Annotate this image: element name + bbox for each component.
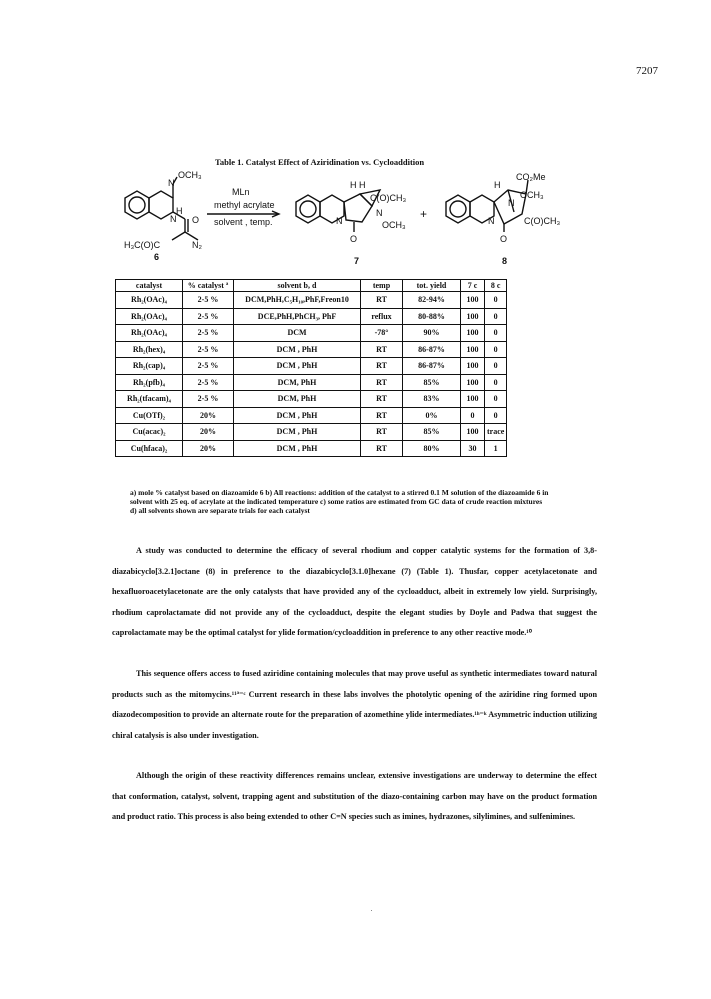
cell-temp: RT xyxy=(361,440,403,457)
cell-catalyst: Cu(hfaca)₂ xyxy=(116,440,183,457)
cell-temp: reflux xyxy=(361,308,403,325)
stray-mark xyxy=(371,910,372,911)
cell-product-7: 100 xyxy=(461,358,485,375)
cell-total-yield: 86-87% xyxy=(403,358,461,375)
cell-temp: -78° xyxy=(361,325,403,342)
cell-catalyst: Rh₂(OAc)₄ xyxy=(116,292,183,309)
sm-och3: OCH₃ xyxy=(178,170,202,180)
cell-total-yield: 85% xyxy=(403,374,461,391)
cell-total-yield: 80% xyxy=(403,440,461,457)
p2-n: N xyxy=(508,198,515,208)
cell-temp: RT xyxy=(361,292,403,309)
p2-och3: OCH₃ xyxy=(520,190,544,200)
header-percent-catalyst: % catalyst ª xyxy=(183,280,234,292)
cell-catalyst: Rh₂(pfb)₄ xyxy=(116,374,183,391)
sm-h: H xyxy=(176,206,183,216)
header-product-7: 7 c xyxy=(461,280,485,292)
header-total-yield: tot. yield xyxy=(403,280,461,292)
cell-product-7: 100 xyxy=(461,325,485,342)
cell-catalyst: Rh₂(tfacam)₄ xyxy=(116,391,183,408)
p2-o: O xyxy=(500,234,508,244)
cell-solvent: DCM, PhH xyxy=(234,391,361,408)
cell-solvent: DCM xyxy=(234,325,361,342)
paragraph-3-text: Although the origin of these reactivity differences remains unclear, extensive investigations are underway to determine the effect that conformation, catalyst, solvent, trapping agent and substitution of the diazo-containing carbon may have on the product formation and product ratio. This process is also being extended to other C=N species such as imines, hydrazones, silylimines, and sulfenimines. xyxy=(112,771,597,821)
paragraph-1-text: A study was conducted to determine the efficacy of several rhodium and copper catalytic systems for the formation of 3,8-diazabicyclo[3.2.1]octane (8) in preference to the diazabicyclo[3.1.0]hexane (7) (Table 1). Thusfar, copper acetylacetonate and hexafluoroacetylacetonate are the only catalysts that have provided any of the cycloadduct, albeit in extremely low yield. Surprisingly, rhodium caprolactamate did not provide any of the cycloadduct, despite the elegant studies by Doyle and Padwa that suggest the caprolactamate may be the optimal catalyst for ylide formation/cycloaddition in preference to any other reactive mode.¹⁰ xyxy=(112,546,597,637)
benzene-ring-6 xyxy=(125,191,149,219)
cell-total-yield: 83% xyxy=(403,391,461,408)
table-row xyxy=(116,407,507,424)
cell-percent-catalyst: 20% xyxy=(183,424,234,441)
cell-product-7: 100 xyxy=(461,292,485,309)
p2-ring-n: N xyxy=(488,216,495,226)
cell-total-yield: 85% xyxy=(403,424,461,441)
catalyst-table xyxy=(115,279,507,457)
table-row xyxy=(116,391,507,408)
sm-ring-n: N xyxy=(170,214,177,224)
p1-co: C(O)CH₃ xyxy=(370,193,407,203)
cell-temp: RT xyxy=(361,407,403,424)
cell-percent-catalyst: 2-5 % xyxy=(183,292,234,309)
cell-product-7: 100 xyxy=(461,424,485,441)
bond-6-g xyxy=(185,232,198,240)
table-row xyxy=(116,424,507,441)
cell-temp: RT xyxy=(361,341,403,358)
table-body xyxy=(116,292,507,457)
p1-hh: H H xyxy=(350,180,366,190)
cell-product-7: 100 xyxy=(461,374,485,391)
cell-catalyst: Rh₂(hex)₄ xyxy=(116,341,183,358)
cell-product-7: 0 xyxy=(461,407,485,424)
reagent-2: methyl acrylate xyxy=(214,200,275,210)
cell-solvent: DCM , PhH xyxy=(234,341,361,358)
cell-product-8: 0 xyxy=(485,391,507,408)
compound-6-label: 6 xyxy=(154,252,160,262)
cell-catalyst: Rh₂(OAc)₄ xyxy=(116,308,183,325)
cell-total-yield: 80-88% xyxy=(403,308,461,325)
table-row xyxy=(116,325,507,342)
cell-product-8: 0 xyxy=(485,341,507,358)
cell-solvent: DCM, PhH xyxy=(234,374,361,391)
cell-temp: RT xyxy=(361,374,403,391)
cell-solvent: DCM,PhH,C₅H₁₀,PhF,Freon10 xyxy=(234,292,361,309)
p2-co2me: CO₂Me xyxy=(516,172,546,182)
compound-7-label: 7 xyxy=(354,256,360,266)
cell-catalyst: Cu(acac)₂ xyxy=(116,424,183,441)
bond-6-f xyxy=(172,232,185,240)
cell-percent-catalyst: 2-5 % xyxy=(183,308,234,325)
cell-product-8: 0 xyxy=(485,308,507,325)
cell-percent-catalyst: 2-5 % xyxy=(183,374,234,391)
cell-product-8: 0 xyxy=(485,292,507,309)
table-header-row xyxy=(116,280,507,292)
cell-catalyst: Cu(OTf)₂ xyxy=(116,407,183,424)
paragraph-2-text: This sequence offers access to fused aziridine containing molecules that may prove useful as synthetic intermediates toward natural products such as the mitomycins.¹¹ª⁻ᶜ Current research in these labs involves the photolytic opening of the aziridine ring formed upon diazodecomposition to provide an alternate route for the preparation of azomethine ylide intermediates.¹ʰ⁻ᵏ Asymmetric induction utilizing chiral catalysis is also under investigation. xyxy=(112,669,597,740)
cell-percent-catalyst: 20% xyxy=(183,440,234,457)
plus-sign: + xyxy=(420,207,428,221)
cell-percent-catalyst: 2-5 % xyxy=(183,325,234,342)
header-temp: temp xyxy=(361,280,403,292)
table-caption: Table 1. Catalyst Effect of Aziridination vs. Cycloaddition xyxy=(215,157,425,167)
header-product-8: 8 c xyxy=(485,280,507,292)
p1-n: N xyxy=(376,208,383,218)
cell-product-7: 100 xyxy=(461,391,485,408)
cell-product-7: 30 xyxy=(461,440,485,457)
cell-solvent: DCM , PhH xyxy=(234,440,361,457)
cell-percent-catalyst: 2-5 % xyxy=(183,358,234,375)
cell-product-8: trace xyxy=(485,424,507,441)
cell-product-8: 0 xyxy=(485,358,507,375)
page-number: 7207 xyxy=(636,65,658,77)
cell-solvent: DCM , PhH xyxy=(234,358,361,375)
cell-solvent: DCE,PhH,PhCH₃, PhF xyxy=(234,308,361,325)
benzene-ring-8 xyxy=(446,195,470,223)
table-row xyxy=(116,341,507,358)
sm-h3c: H₃C(O)C xyxy=(124,240,161,250)
cell-percent-catalyst: 2-5 % xyxy=(183,341,234,358)
benzene-ring-7 xyxy=(296,195,320,223)
p1-o: O xyxy=(350,234,358,244)
table-row xyxy=(116,292,507,309)
sm-o: O xyxy=(192,215,200,225)
sm-n2: N₂ xyxy=(192,240,202,250)
cell-solvent: DCM , PhH xyxy=(234,407,361,424)
table-row xyxy=(116,308,507,325)
cell-temp: RT xyxy=(361,358,403,375)
cell-catalyst: Rh₂(OAc)₄ xyxy=(116,325,183,342)
reagent-1: MLn xyxy=(232,187,250,197)
cell-product-8: 0 xyxy=(485,374,507,391)
sm-n: N xyxy=(168,178,175,188)
header-solvent: solvent b, d xyxy=(234,280,361,292)
cell-temp: RT xyxy=(361,424,403,441)
p2-co: C(O)CH₃ xyxy=(524,216,561,226)
reaction-scheme xyxy=(110,168,580,280)
table-row xyxy=(116,374,507,391)
cell-total-yield: 0% xyxy=(403,407,461,424)
p1-ring-n: N xyxy=(336,216,343,226)
cell-solvent: DCM , PhH xyxy=(234,424,361,441)
cell-product-8: 1 xyxy=(485,440,507,457)
cell-percent-catalyst: 20% xyxy=(183,407,234,424)
cell-product-7: 100 xyxy=(461,341,485,358)
paragraph-1 xyxy=(112,541,597,644)
table-row xyxy=(116,358,507,375)
lactam-ring-7 xyxy=(344,194,372,222)
cell-total-yield: 86-87% xyxy=(403,341,461,358)
table-row xyxy=(116,440,507,457)
cell-product-8: 0 xyxy=(485,407,507,424)
p1-och3: OCH₃ xyxy=(382,220,406,230)
paragraph-2 xyxy=(112,664,597,746)
cell-product-7: 100 xyxy=(461,308,485,325)
compound-8-label: 8 xyxy=(502,256,508,266)
reagent-3: solvent , temp. xyxy=(214,217,273,227)
table-footnote: a) mole % catalyst based on diazoamide 6 b) All reactions: addition of the catalyst to a stirred 0.1 M solution of the diazoamide 6 in solvent with 25 eq. of acrylate at the indicated temperature c) some ratios are estimated from GC data of crude reaction mixtures d) all solvents shown are separate trials for each catalyst xyxy=(130,488,549,516)
cell-temp: RT xyxy=(361,391,403,408)
paragraph-3 xyxy=(112,766,597,828)
cell-catalyst: Rh₂(cap)₄ xyxy=(116,358,183,375)
cell-percent-catalyst: 2-5 % xyxy=(183,391,234,408)
cell-total-yield: 82-94% xyxy=(403,292,461,309)
p2-h: H xyxy=(494,180,501,190)
cell-total-yield: 90% xyxy=(403,325,461,342)
cell-product-8: 0 xyxy=(485,325,507,342)
header-catalyst: catalyst xyxy=(116,280,183,292)
